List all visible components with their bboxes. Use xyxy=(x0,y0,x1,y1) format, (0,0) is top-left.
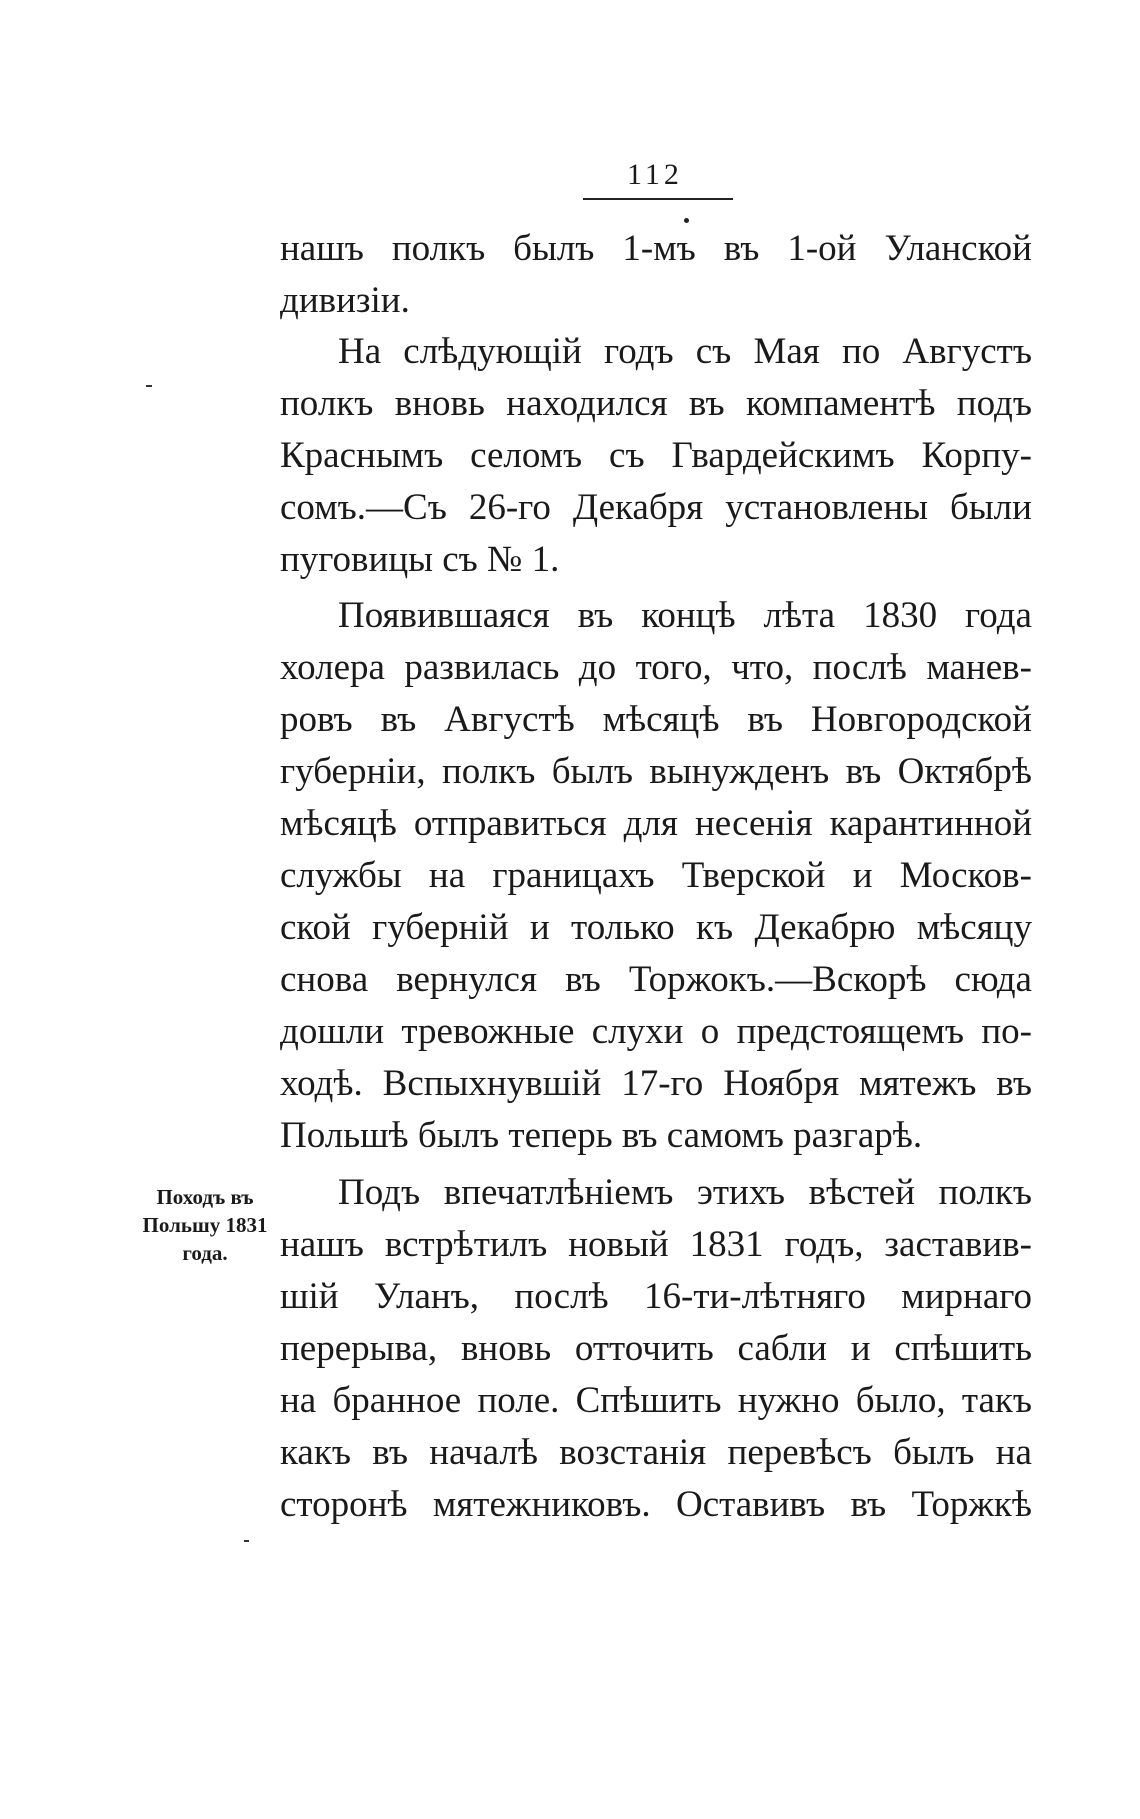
word: въ xyxy=(688,383,725,424)
word: въ xyxy=(845,751,882,792)
word: какъ xyxy=(280,1432,351,1473)
word: въ xyxy=(372,1432,408,1473)
word: Ноября xyxy=(723,1063,840,1104)
word: Спѣшить xyxy=(575,1380,722,1421)
word: нужно xyxy=(737,1380,840,1421)
word: Уланской xyxy=(884,228,1032,269)
word: вернулся xyxy=(396,959,537,1000)
text-line xyxy=(280,1271,1032,1323)
word: мѣсяцѣ xyxy=(602,699,720,740)
word: по- xyxy=(981,1011,1032,1052)
word: Августъ xyxy=(902,331,1032,372)
word: предстоящемъ xyxy=(736,1011,965,1052)
word: на xyxy=(428,855,466,896)
word: впечатлѣніемъ xyxy=(443,1172,674,1213)
word: 17-го xyxy=(621,1063,704,1104)
word: подъ xyxy=(956,383,1032,424)
word: было, xyxy=(855,1380,946,1421)
word: того, xyxy=(635,647,712,688)
word: губерніи, xyxy=(280,751,426,792)
text-line xyxy=(280,642,1032,694)
word: такъ xyxy=(961,1380,1032,1421)
word: спѣшить xyxy=(894,1328,1032,1369)
word: и xyxy=(529,907,550,948)
word: перерыва, xyxy=(280,1328,438,1369)
margin-note-line: года. xyxy=(182,1241,228,1265)
word: года xyxy=(965,595,1032,636)
text-line xyxy=(280,1058,1032,1110)
word: ходѣ. xyxy=(280,1063,363,1104)
word: съ xyxy=(695,331,732,372)
text-line xyxy=(280,954,1032,1006)
word: находился xyxy=(506,383,668,424)
stray-mark xyxy=(244,1540,249,1542)
word: сюда xyxy=(954,959,1032,1000)
word: полкъ xyxy=(441,751,536,792)
word: на xyxy=(280,1380,317,1421)
word: полкъ xyxy=(938,1172,1032,1213)
word: заставив- xyxy=(884,1224,1032,1265)
word: Торжокъ.—Вскорѣ xyxy=(628,959,927,1000)
word: сторонѣ xyxy=(280,1484,408,1525)
word: полкъ xyxy=(280,383,374,424)
word: послѣ xyxy=(514,1276,609,1317)
word: въ xyxy=(747,699,784,740)
word: ской xyxy=(280,907,351,948)
word: началѣ xyxy=(429,1432,538,1473)
word: Декабря xyxy=(572,487,704,528)
word: Оставивъ xyxy=(675,1484,826,1525)
word: возстанія xyxy=(559,1432,707,1473)
word: Декабрю xyxy=(754,907,896,948)
word: Подъ xyxy=(338,1172,421,1213)
text-line xyxy=(280,798,1032,850)
text-line xyxy=(280,1323,1032,1375)
word: 1-мъ xyxy=(622,228,696,269)
word: въ xyxy=(577,595,614,636)
word: Гвардейскимъ xyxy=(671,435,895,476)
text-line xyxy=(280,746,1032,798)
word: для xyxy=(623,803,678,844)
word: мѣсяцу xyxy=(916,907,1032,948)
word: границахъ xyxy=(492,855,655,896)
word: тревожные xyxy=(401,1011,575,1052)
stray-mark xyxy=(146,385,152,387)
word: къ xyxy=(696,907,734,948)
word: на xyxy=(995,1432,1032,1473)
word: въ xyxy=(380,699,417,740)
word: холера xyxy=(280,647,385,688)
word: и xyxy=(850,1328,871,1369)
text-line: пуговицы съ № 1. xyxy=(280,539,560,580)
word: новый xyxy=(568,1224,669,1265)
word: манев- xyxy=(926,647,1032,688)
text-line xyxy=(280,1219,1032,1271)
word: сабли xyxy=(737,1328,827,1369)
word: былъ xyxy=(893,1432,975,1473)
word: вынужденъ xyxy=(649,751,830,792)
text-line xyxy=(280,482,1032,534)
word: лѣта xyxy=(763,595,836,636)
word: вѣстей xyxy=(808,1172,916,1213)
word: 1-ой xyxy=(787,228,857,269)
word: концѣ xyxy=(641,595,736,636)
header-rule xyxy=(583,198,733,200)
text-line: дивизіи. xyxy=(280,280,410,321)
word: Краснымъ xyxy=(280,435,444,476)
word: о xyxy=(700,1011,720,1052)
word: слухи xyxy=(591,1011,684,1052)
text-line: Польшѣ былъ теперь въ самомъ разгарѣ. xyxy=(280,1115,923,1156)
word: въ xyxy=(850,1484,887,1525)
text-line xyxy=(280,1167,1032,1219)
word: былъ xyxy=(513,228,595,269)
text-line xyxy=(280,378,1032,430)
text-line xyxy=(280,223,1032,275)
word: развилась xyxy=(404,647,560,688)
margin-note-line: Походъ въ xyxy=(156,1185,254,1209)
word: 1831 xyxy=(689,1224,764,1265)
word: вновь xyxy=(394,383,485,424)
word: слѣдующій xyxy=(403,331,582,372)
word: отправиться xyxy=(413,803,607,844)
word: мирнаго xyxy=(901,1276,1032,1317)
margin-note-line: Польшу 1831 xyxy=(142,1213,268,1237)
word: въ xyxy=(723,228,760,269)
word: только xyxy=(571,907,675,948)
word: поле. xyxy=(477,1380,560,1421)
word: перевѣсъ xyxy=(727,1432,872,1473)
word: 26-го xyxy=(468,487,551,528)
word: несенія xyxy=(694,803,813,844)
word: компаментѣ xyxy=(745,383,936,424)
word: Тверской xyxy=(681,855,826,896)
text-line xyxy=(280,326,1032,378)
word: мятежниковъ. xyxy=(432,1484,651,1525)
word: Корпу- xyxy=(921,435,1032,476)
word: годъ xyxy=(603,331,674,372)
page-number: 112 xyxy=(627,158,683,191)
word: Москов- xyxy=(899,855,1032,896)
word: бранное xyxy=(332,1380,462,1421)
word: отточить xyxy=(574,1328,714,1369)
text-line xyxy=(280,430,1032,482)
word: до xyxy=(578,647,617,688)
word: 16-ти-лѣтняго xyxy=(644,1276,866,1317)
word: годъ, xyxy=(784,1224,864,1265)
word: Новгородской xyxy=(810,699,1032,740)
text-line xyxy=(280,1427,1032,1479)
word: Уланъ, xyxy=(373,1276,480,1317)
word: Мая xyxy=(753,331,820,372)
text-line xyxy=(280,1479,1032,1531)
word: 1830 xyxy=(863,595,938,636)
word: были xyxy=(950,487,1032,528)
word: Появившаяся xyxy=(338,595,550,636)
word: встрѣтилъ xyxy=(384,1224,548,1265)
word: снова xyxy=(280,959,369,1000)
text-line xyxy=(280,1375,1032,1427)
word: службы xyxy=(280,855,402,896)
word: мѣсяцѣ xyxy=(280,803,397,844)
text-line xyxy=(280,694,1032,746)
word: мятежъ xyxy=(859,1063,977,1104)
word: этихъ xyxy=(696,1172,786,1213)
word: и xyxy=(852,855,873,896)
word: полкъ xyxy=(391,228,486,269)
word: ровъ xyxy=(280,699,353,740)
text-line xyxy=(280,902,1032,954)
word: Августѣ xyxy=(444,699,575,740)
text-line xyxy=(280,1006,1032,1058)
word: дошли xyxy=(280,1011,385,1052)
word: губерній xyxy=(372,907,509,948)
word: что, xyxy=(731,647,794,688)
word: Вспыхнувшій xyxy=(382,1063,602,1104)
word: Торжкѣ xyxy=(911,1484,1032,1525)
word: въ xyxy=(565,959,601,1000)
word: нашъ xyxy=(280,228,364,269)
word: Октябрѣ xyxy=(897,751,1032,792)
word: сомъ.—Съ xyxy=(280,487,447,528)
margin-note xyxy=(125,1183,285,1267)
text-line xyxy=(280,590,1032,642)
word: съ xyxy=(609,435,645,476)
word: вновь xyxy=(460,1328,552,1369)
word: по xyxy=(841,331,881,372)
word: былъ xyxy=(551,751,633,792)
word: карантинной xyxy=(829,803,1032,844)
word: установлены xyxy=(725,487,928,528)
text-line xyxy=(280,850,1032,902)
word: шій xyxy=(280,1276,339,1317)
word: въ xyxy=(996,1063,1032,1104)
word: нашъ xyxy=(280,1224,364,1265)
word: послѣ xyxy=(812,647,907,688)
word: На xyxy=(338,331,382,372)
word: селомъ xyxy=(470,435,583,476)
